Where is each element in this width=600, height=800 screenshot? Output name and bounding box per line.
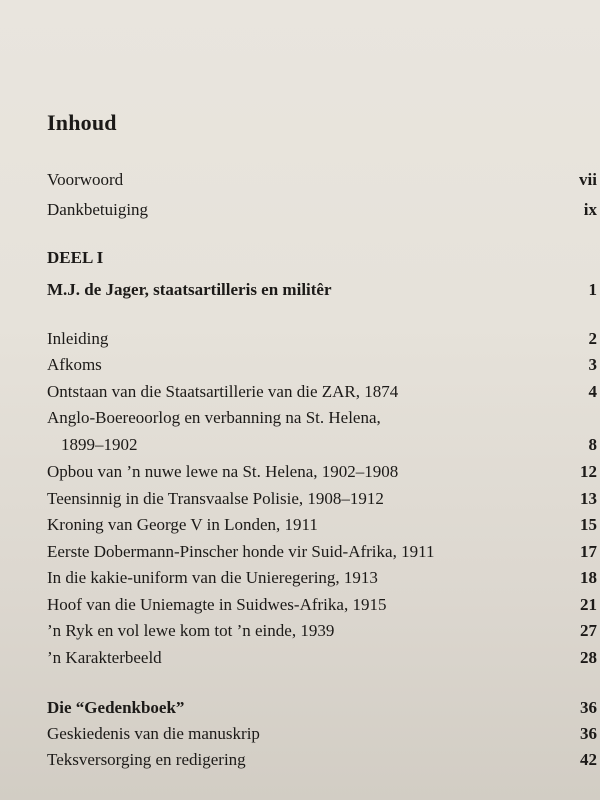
toc-entry-label: ’n Karakterbeeld [47, 648, 162, 667]
toc-entry-label: Kroning van George V in Londen, 1911 [47, 515, 318, 534]
toc-entry-page: ix [583, 200, 597, 219]
toc-entry-page: 3 [588, 355, 597, 374]
section-heading-page: 36 [580, 698, 597, 717]
section-heading-label: Die “Gedenkboek” [47, 698, 185, 717]
toc-entry-label: ’n Ryk en vol lewe kom tot ’n einde, 1939 [47, 621, 335, 640]
toc-entry-page: 36 [580, 724, 597, 743]
toc-entry-label: Teksversorging en redigering [47, 750, 246, 769]
toc-entry-label: Voorwoord [47, 170, 124, 189]
part-title-label: M.J. de Jager, staatsartilleris en militêr [47, 280, 332, 299]
part-heading-label: DEEL I [47, 248, 104, 267]
toc-entry-label: Hoof van die Uniemagte in Suidwes-Afrika, 1915 [47, 595, 387, 614]
toc-entry-page: 21 [580, 595, 597, 614]
toc-entry-label: Anglo-Boereoorlog en verbanning na St. Helena, [47, 408, 381, 427]
page-title: Inhoud [47, 110, 117, 135]
toc-entry-label: Afkoms [47, 355, 102, 374]
toc-entry-label: Inleiding [47, 329, 109, 348]
toc-entry-label: Eerste Dobermann-Pinscher honde vir Suid-Afrika, 1911 [47, 542, 435, 561]
toc-entry-label: 1899–1902 [61, 435, 138, 454]
toc-entry-page: 42 [580, 750, 597, 769]
toc-entry-label: In die kakie-uniform van die Unieregering, 1913 [47, 568, 378, 587]
toc-entry-page: 17 [580, 542, 597, 561]
toc-entry-page: 13 [580, 489, 597, 508]
toc-entry-page: 27 [580, 621, 597, 640]
toc-entry-page: 12 [580, 462, 597, 481]
toc-entry-page: 18 [580, 568, 597, 587]
toc-entry-page: 8 [588, 435, 597, 454]
part-title-page: 1 [588, 280, 597, 299]
toc-entry-label: Teensinnig in die Transvaalse Polisie, 1908–1912 [47, 489, 384, 508]
toc-entry-label: Geskiedenis van die manuskrip [47, 724, 260, 743]
toc-entry-page: 28 [580, 648, 597, 667]
toc-entry-page: 2 [588, 329, 597, 348]
toc-entry-page: 4 [588, 382, 597, 401]
toc-entry-label: Dankbetuiging [47, 200, 149, 219]
toc-entry-label: Ontstaan van die Staatsartillerie van die ZAR, 1874 [47, 382, 399, 401]
toc-entry-label: Opbou van ’n nuwe lewe na St. Helena, 1902–1908 [47, 462, 399, 481]
toc-entry-page: 15 [580, 515, 597, 534]
toc-entry-page: vii [579, 170, 597, 189]
